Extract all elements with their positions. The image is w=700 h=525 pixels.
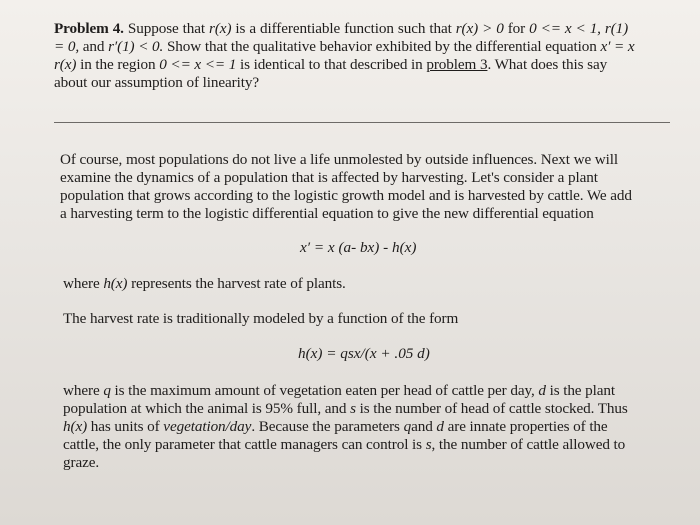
problem-3-reference: problem 3	[426, 56, 488, 73]
harvest-rate-equation: h(x) = qsx/(x + .05 d)	[298, 345, 430, 362]
problem-heading: Problem 4.	[54, 20, 124, 37]
problem-line: = 0, and r′(1) < 0. Show that the qualitative behavior exhibited by the differential equation x′ = x	[54, 38, 635, 55]
closing-paragraph	[63, 382, 675, 472]
closing-line: where q is the maximum amount of vegetation eaten per head of cattle per day, d is the plant	[63, 382, 616, 399]
closing-line: h(x) has units of vegetation/day. Because the parameters qand d are innate properties of the	[63, 418, 608, 435]
closing-line: population at which the animal is 95% full, and s is the number of head of cattle stocked. Thus	[63, 400, 628, 417]
divider-rule	[54, 122, 670, 123]
problem-line: r(x) in the region 0 <= x <= 1 is identical to that described in problem 3. What does this say	[54, 56, 608, 73]
problem-4-paragraph	[54, 20, 686, 92]
closing-line: cattle, the only parameter that cattle managers can control is s, the number of cattle allowed to	[63, 436, 626, 453]
where-h-sentence: where h(x) represents the harvest rate of plants.	[63, 275, 346, 292]
harvest-rate-sentence: The harvest rate is traditionally modeled by a function of the form	[63, 310, 459, 327]
intro-line: a harvesting term to the logistic differential equation to give the new differential equation	[60, 205, 594, 222]
intro-line: population that grows according to the logistic growth model and is harvested by cattle. We add	[60, 187, 632, 204]
intro-line: Of course, most populations do not live a life unmolested by outside influences. Next we will	[60, 151, 619, 168]
intro-line: examine the dynamics of a population that is affected by harvesting. Let's consider a plant	[60, 169, 598, 186]
closing-line: graze.	[63, 454, 100, 471]
intro-paragraph	[60, 151, 680, 223]
problem-line: Problem 4. Suppose that r(x) is a differentiable function such that r(x) > 0 for 0 <= x < 1, r(1)	[54, 20, 629, 37]
logistic-harvest-equation: x′ = x (a- bx) - h(x)	[300, 239, 417, 256]
problem-line: about our assumption of linearity?	[54, 74, 259, 91]
